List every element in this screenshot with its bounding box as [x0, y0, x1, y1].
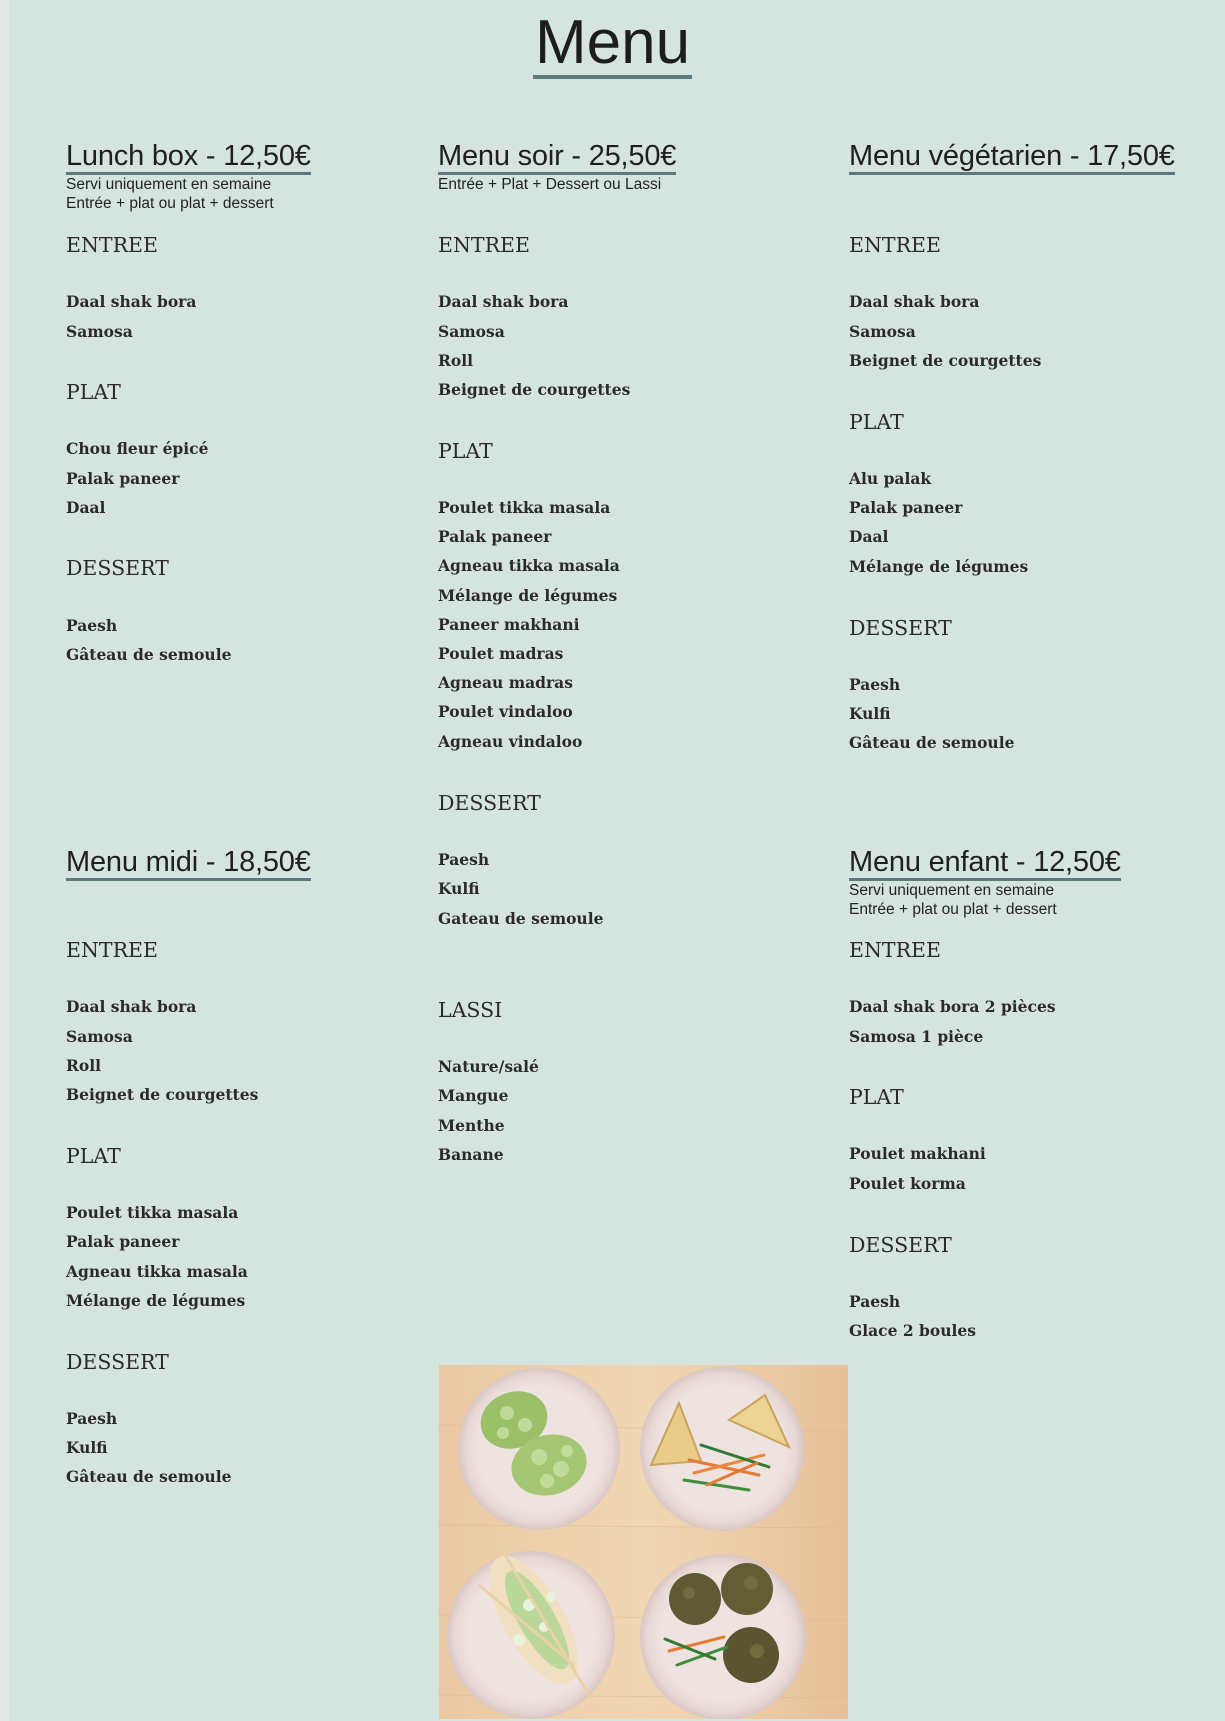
- menu-item: Mangue: [438, 1086, 509, 1105]
- menu-item: Kulfi: [849, 704, 891, 723]
- menu-item: Agneau madras: [438, 673, 573, 692]
- menu-item: Daal shak bora: [438, 292, 569, 311]
- menu-item: Paesh: [849, 675, 901, 694]
- menu-enfant: [849, 847, 1219, 1367]
- menu-item: Poulet vindaloo: [438, 702, 573, 721]
- section-heading-plat: PLAT: [66, 380, 121, 404]
- section-heading-dessert: DESSERT: [438, 791, 541, 815]
- menu-subtitle-line: Servi uniquement en semaine: [66, 176, 272, 194]
- menu-item: Menthe: [438, 1116, 505, 1135]
- menu-item: Mélange de légumes: [849, 557, 1029, 576]
- section-heading-entree: ENTREE: [66, 233, 158, 257]
- menu-item: Palak paneer: [438, 527, 552, 546]
- menu-item: Samosa: [66, 1027, 133, 1046]
- menu-item: Kulfi: [438, 879, 480, 898]
- page-header: [0, 10, 1225, 79]
- menu-title: Menu végétarien - 17,50€: [849, 141, 1175, 175]
- menu-item: Daal shak bora: [66, 997, 197, 1016]
- menu-item: Samosa: [849, 322, 916, 341]
- menu-item: Glace 2 boules: [849, 1321, 976, 1340]
- page-edge: [0, 0, 9, 1721]
- plate-fritters: [640, 1554, 806, 1719]
- section-heading-lassi: LASSI: [438, 998, 503, 1022]
- menu-item: Nature/salé: [438, 1057, 539, 1076]
- menu-item: Palak paneer: [849, 498, 963, 517]
- menu-subtitle-line: Servi uniquement en semaine: [849, 882, 1055, 900]
- menu-item: Agneau tikka masala: [438, 556, 620, 575]
- plate-samosa: [640, 1367, 804, 1531]
- menu-lunch-box: [66, 141, 426, 701]
- menu-item: Paesh: [66, 1409, 118, 1428]
- menu-item: Gâteau de semoule: [66, 1467, 232, 1486]
- menu-item: Paesh: [438, 850, 490, 869]
- menu-item: Daal shak bora 2 pièces: [849, 997, 1056, 1016]
- menu-item: Daal: [66, 498, 106, 517]
- menu-item: Beignet de courgettes: [849, 351, 1042, 370]
- plate-avocado-toast: [458, 1368, 620, 1530]
- menu-item: Poulet korma: [849, 1174, 966, 1193]
- menu-title: Lunch box - 12,50€: [66, 141, 311, 175]
- menu-title: Menu soir - 25,50€: [438, 141, 676, 175]
- menu-midi: [66, 847, 426, 1507]
- menu-item: Samosa: [438, 322, 505, 341]
- menu-item: Alu palak: [849, 469, 932, 488]
- menu-item: Poulet makhani: [849, 1144, 986, 1163]
- menu-soir: [438, 141, 838, 1181]
- menu-title: Menu enfant - 12,50€: [849, 847, 1121, 881]
- menu-item: Paneer makhani: [438, 615, 580, 634]
- menu-item: Chou fleur épicé: [66, 439, 209, 458]
- section-heading-entree: ENTREE: [849, 233, 941, 257]
- section-heading-dessert: DESSERT: [66, 556, 169, 580]
- menu-item: Agneau vindaloo: [438, 732, 583, 751]
- menu-item: Gâteau de semoule: [66, 645, 232, 664]
- menu-item: Daal shak bora: [849, 292, 980, 311]
- menu-item: Paesh: [66, 616, 118, 635]
- menu-item: Beignet de courgettes: [438, 380, 631, 399]
- page-title: Menu: [533, 10, 692, 79]
- menu-item: Samosa 1 pièce: [849, 1027, 984, 1046]
- section-heading-plat: PLAT: [438, 439, 493, 463]
- section-heading-plat: PLAT: [849, 1085, 904, 1109]
- menu-item: Roll: [438, 351, 473, 370]
- section-heading-entree: ENTREE: [66, 938, 158, 962]
- menu-item: Roll: [66, 1056, 101, 1075]
- menu-subtitle-line: Entrée + plat ou plat + dessert: [849, 901, 1057, 919]
- menu-item: Agneau tikka masala: [66, 1262, 248, 1281]
- menu-item: Poulet tikka masala: [438, 498, 611, 517]
- menu-item: Daal: [849, 527, 889, 546]
- menu-item: Samosa: [66, 322, 133, 341]
- menu-item: Paesh: [849, 1292, 901, 1311]
- menu-item: Palak paneer: [66, 1232, 180, 1251]
- menu-item: Mélange de légumes: [438, 586, 618, 605]
- menu-subtitle-line: Entrée + plat ou plat + dessert: [66, 195, 274, 213]
- menu-title: Menu midi - 18,50€: [66, 847, 311, 881]
- menu-vegetarien: [849, 141, 1219, 761]
- menu-item: Kulfi: [66, 1438, 108, 1457]
- menu-item: Daal shak bora: [66, 292, 197, 311]
- section-heading-plat: PLAT: [849, 410, 904, 434]
- menu-item: Banane: [438, 1145, 504, 1164]
- menu-item: Gateau de semoule: [438, 909, 604, 928]
- menu-item: Gâteau de semoule: [849, 733, 1015, 752]
- section-heading-dessert: DESSERT: [66, 1350, 169, 1374]
- section-heading-entree: ENTREE: [438, 233, 530, 257]
- menu-subtitle-line: Entrée + Plat + Dessert ou Lassi: [438, 176, 662, 194]
- menu-item: Beignet de courgettes: [66, 1085, 259, 1104]
- menu-item: Mélange de légumes: [66, 1291, 246, 1310]
- menu-item: Poulet madras: [438, 644, 564, 663]
- section-heading-entree: ENTREE: [849, 938, 941, 962]
- section-heading-dessert: DESSERT: [849, 616, 952, 640]
- food-photo: [439, 1365, 848, 1719]
- section-heading-dessert: DESSERT: [849, 1233, 952, 1257]
- section-heading-plat: PLAT: [66, 1144, 121, 1168]
- menu-item: Poulet tikka masala: [66, 1203, 239, 1222]
- menu-item: Palak paneer: [66, 469, 180, 488]
